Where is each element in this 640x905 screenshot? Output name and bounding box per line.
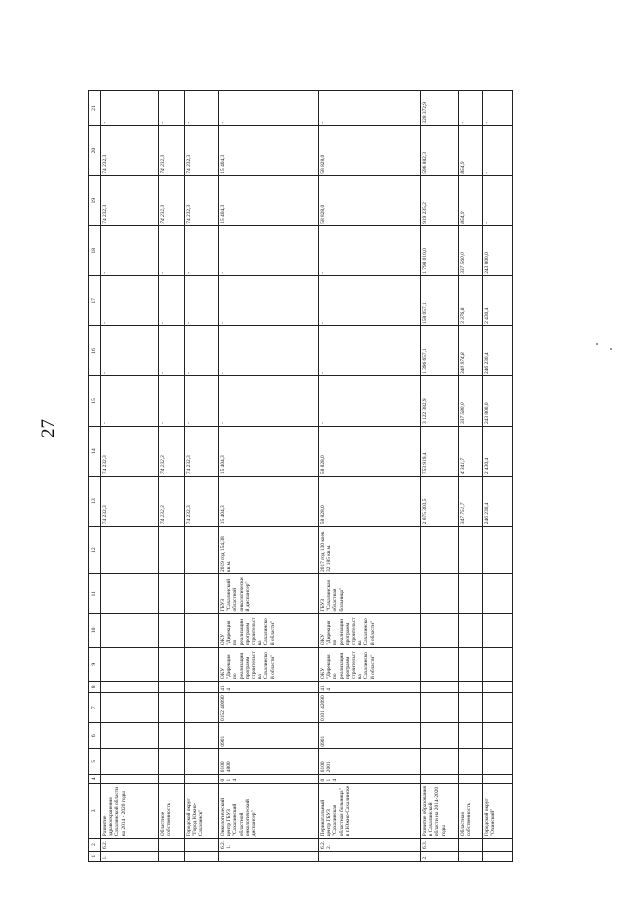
table-cell: - — [101, 276, 159, 326]
table-cell — [159, 526, 185, 574]
table-cell — [185, 774, 219, 783]
table-cell — [483, 574, 513, 614]
table-cell — [185, 574, 219, 614]
scan-speck — [610, 348, 612, 350]
table-cell: 328 372,9 — [421, 91, 459, 126]
column-number: 6 — [89, 723, 101, 749]
column-number: 2 — [89, 838, 101, 851]
column-number: 10 — [89, 614, 101, 648]
table-cell — [159, 614, 185, 648]
table-cell: 1 798 010,0 — [421, 226, 459, 276]
table-cell: 0 1 4 — [319, 774, 421, 783]
table-cell: 74 232,3 — [159, 126, 185, 176]
table-cell: - — [159, 276, 185, 326]
table-cell: - — [159, 226, 185, 276]
column-number: 17 — [89, 276, 101, 326]
table-cell — [101, 774, 159, 783]
table-cell — [459, 647, 483, 681]
table-cell: Развитие здравоохранения Сахалинской области на 2014 - 2020 годы — [101, 784, 159, 839]
table-cell — [421, 526, 459, 574]
table-cell — [101, 693, 159, 723]
table-row — [159, 91, 185, 862]
page-number: 27 — [38, 419, 59, 438]
table-cell: Областное собственность — [159, 784, 185, 839]
program-funding-table — [88, 90, 513, 862]
table-cell: 2017 год 130 коек 32 185 кв.м. — [319, 526, 421, 574]
table-cell: 337 580,0 — [459, 376, 483, 426]
table-cell: - — [101, 376, 159, 426]
table-cell — [483, 526, 513, 574]
table-cell — [159, 693, 185, 723]
table-row — [483, 91, 513, 862]
table-cell — [159, 838, 185, 851]
table-cell: - — [319, 276, 421, 326]
table-cell: 0152 40090 — [219, 693, 319, 723]
table-row — [219, 91, 319, 862]
table-cell — [483, 774, 513, 783]
table-cell: Развитие образования в Сахалинской области на 2014-2020 годы — [421, 784, 459, 839]
table-cell: 15 404,3 — [219, 126, 319, 176]
table-cell: 6.2.1. — [219, 838, 319, 851]
table-cell: ОКУ "Дирекция по реализации программ строительства Сахалинской области" — [219, 647, 319, 681]
table-cell: Городской округ "Город Южно-Сахалинск" — [185, 784, 219, 839]
table-cell — [185, 749, 219, 775]
table-cell: 74 232,3 — [159, 476, 185, 526]
table-cell — [459, 774, 483, 783]
table-cell: 6.2.2. — [319, 838, 421, 851]
table-cell — [101, 647, 159, 681]
table-cell: 58 828,0 — [319, 126, 421, 176]
table-cell: 337 560,0 — [459, 226, 483, 276]
table-cell — [159, 723, 185, 749]
table-cell: 74 232,3 — [101, 426, 159, 476]
table-cell — [421, 681, 459, 693]
table-cell — [483, 749, 513, 775]
table-cell: 6.2. — [101, 838, 159, 851]
table-cell: 753 919,4 — [421, 426, 459, 476]
table-cell: 2019 год 154,38 кв.м. — [219, 526, 319, 574]
table-cell: 74 232,3 — [101, 126, 159, 176]
table-cell: 0101 42090 — [319, 693, 421, 723]
table-cell — [185, 614, 219, 648]
column-number: 3 — [89, 784, 101, 839]
table-cell — [159, 647, 185, 681]
table-cell: 0901 — [319, 723, 421, 749]
table-cell: 74 232,3 — [159, 426, 185, 476]
table-cell: ОКУ "Дирекция по реализации программ строительства Сахалинской области" — [319, 614, 421, 648]
table-cell: - — [219, 376, 319, 426]
table-cell: 243 800,0 — [483, 226, 513, 276]
table-cell: ГБУЗ "Сахалинский областной онкологический диспансер" — [219, 574, 319, 614]
table-cell: 58 828,0 — [319, 476, 421, 526]
table-cell — [483, 681, 513, 693]
table-cell — [459, 749, 483, 775]
table-cell: 15 404,3 — [219, 426, 319, 476]
table-cell — [459, 838, 483, 851]
table-cell: - — [159, 91, 185, 126]
table-cell: 15 404,3 — [219, 176, 319, 226]
column-number: 20 — [89, 126, 101, 176]
table-cell: - — [159, 376, 185, 426]
table-cell: 2 430,4 — [483, 426, 513, 476]
table-cell: 919 235,2 — [421, 176, 459, 226]
table-cell — [459, 526, 483, 574]
table-cell: - — [101, 326, 159, 376]
table-cell — [185, 851, 219, 861]
table-cell — [185, 693, 219, 723]
column-number: 12 — [89, 526, 101, 574]
table-cell — [483, 851, 513, 861]
table-cell: - — [219, 91, 319, 126]
table-cell — [101, 574, 159, 614]
table-cell — [483, 838, 513, 851]
table-cell: - — [159, 326, 185, 376]
column-number: 19 — [89, 176, 101, 226]
table-cell — [483, 723, 513, 749]
table-cell: 3 122 382,9 — [421, 376, 459, 426]
table-cell: - — [219, 276, 319, 326]
table-cell: - — [185, 226, 219, 276]
table-cell — [219, 851, 319, 861]
table-cell: - — [319, 326, 421, 376]
column-number: 4 — [89, 774, 101, 783]
table-cell: 0100 4800 — [219, 749, 319, 775]
table-cell: - — [101, 91, 159, 126]
table-cell: ГБУЗ "Сахалинская областная больница" — [319, 574, 421, 614]
table-row — [459, 91, 483, 862]
table-cell: 414 — [219, 681, 319, 693]
table-cell: - — [483, 176, 513, 226]
table-cell — [421, 647, 459, 681]
column-number: 21 — [89, 91, 101, 126]
table-cell: - — [319, 226, 421, 276]
table-cell — [459, 681, 483, 693]
table-cell: 74 232,3 — [185, 126, 219, 176]
table-cell: 243 800,0 — [483, 376, 513, 426]
column-number: 13 — [89, 476, 101, 526]
table-cell — [159, 574, 185, 614]
column-number: 5 — [89, 749, 101, 775]
table-cell — [421, 774, 459, 783]
table-cell — [459, 614, 483, 648]
table-cell: 1. — [101, 851, 159, 861]
table-cell — [159, 681, 185, 693]
table-cell: 58 828,0 — [319, 176, 421, 226]
column-number: 11 — [89, 574, 101, 614]
table-cell: - — [219, 226, 319, 276]
table-cell — [421, 614, 459, 648]
table-cell: - — [185, 326, 219, 376]
table-cell — [319, 851, 421, 861]
table-cell: Городской округ "Охинский" — [483, 784, 513, 839]
table-cell: 0100 2001 — [319, 749, 421, 775]
table-cell — [421, 749, 459, 775]
table-cell: - — [101, 226, 159, 276]
table-cell — [483, 693, 513, 723]
table-cell: 246 230,4 — [483, 476, 513, 526]
table-row — [101, 91, 159, 862]
table-cell: 340 974,8 — [459, 326, 483, 376]
table-cell — [185, 647, 219, 681]
table-cell: - — [185, 91, 219, 126]
table-cell: - — [483, 91, 513, 126]
table-cell: - — [319, 376, 421, 426]
column-number: 9 — [89, 647, 101, 681]
table-cell: 15 404,3 — [219, 476, 319, 526]
table-cell: 854,9 — [459, 126, 483, 176]
column-number: 1 — [89, 851, 101, 861]
landscape-table-sheet — [88, 90, 497, 862]
table-cell — [185, 838, 219, 851]
table-cell: ОКУ "Дирекция по реализации программ строительства Сахалинской области" — [219, 614, 319, 648]
table-cell — [421, 723, 459, 749]
table-cell: - — [459, 91, 483, 126]
table-cell: 74 232,3 — [101, 176, 159, 226]
table-cell — [101, 749, 159, 775]
table-cell: 1 396 657,1 — [421, 326, 459, 376]
table-cell — [101, 526, 159, 574]
table-cell: 246 230,4 — [483, 326, 513, 376]
table-cell — [101, 723, 159, 749]
table-cell — [459, 574, 483, 614]
table-row — [185, 91, 219, 862]
rotated-table-wrapper — [88, 90, 497, 862]
table-cell — [185, 681, 219, 693]
table-cell: 158 057,1 — [421, 276, 459, 326]
table-cell: - — [219, 326, 319, 376]
table-cell: - — [319, 91, 421, 126]
table-cell — [421, 693, 459, 723]
table-cell: 2 430,4 — [483, 276, 513, 326]
table-cell — [459, 723, 483, 749]
table-cell: Областная собственность — [459, 784, 483, 839]
column-number: 15 — [89, 376, 101, 426]
table-cell — [421, 574, 459, 614]
table-cell: 0901 — [219, 723, 319, 749]
table-cell: - — [185, 276, 219, 326]
table-cell: 74 232,3 — [185, 476, 219, 526]
table-cell: ОКУ "Дирекция по реализации программ строительства Сахалинской области" — [319, 647, 421, 681]
table-cell: 2 875 303,5 — [421, 476, 459, 526]
table-cell: 2. — [421, 851, 459, 861]
table-cell: 596 882,3 — [421, 126, 459, 176]
table-row — [421, 91, 459, 862]
table-cell: - — [185, 376, 219, 426]
table-cell — [159, 851, 185, 861]
table-cell — [185, 526, 219, 574]
table-cell: 74 232,3 — [159, 176, 185, 226]
column-number-row — [89, 91, 101, 862]
table-cell: Перинатальный центр ГБУЗ "Сахалинская областная больница" в г.Южно-Сахалинске — [319, 784, 421, 839]
table-cell: 854,9 — [459, 176, 483, 226]
table-cell: Онкологический центр ГБУЗ "Сахалинский областной онкологический диспансер" — [219, 784, 319, 839]
column-number: 14 — [89, 426, 101, 476]
table-cell — [483, 647, 513, 681]
table-cell: 74 232,3 — [185, 426, 219, 476]
table-cell: 6.3. — [421, 838, 459, 851]
table-cell — [459, 693, 483, 723]
table-cell: 0 1 4 — [219, 774, 319, 783]
column-number: 16 — [89, 326, 101, 376]
table-cell: 414 — [319, 681, 421, 693]
table-cell: 3 376,8 — [459, 276, 483, 326]
table-cell — [483, 614, 513, 648]
column-number: 8 — [89, 681, 101, 693]
table-cell — [101, 614, 159, 648]
table-row — [319, 91, 421, 862]
column-number: 7 — [89, 693, 101, 723]
table-cell — [159, 774, 185, 783]
table-cell: 74 232,3 — [101, 476, 159, 526]
table-cell: - — [483, 126, 513, 176]
table-cell: 58 828,0 — [319, 426, 421, 476]
column-number: 18 — [89, 226, 101, 276]
table-cell — [159, 749, 185, 775]
table-cell — [185, 723, 219, 749]
table-cell — [101, 681, 159, 693]
table-cell: 4 341,7 — [459, 426, 483, 476]
scan-speck — [596, 343, 598, 345]
table-cell: 347 751,7 — [459, 476, 483, 526]
table-cell — [459, 851, 483, 861]
table-cell: 74 232,3 — [185, 176, 219, 226]
